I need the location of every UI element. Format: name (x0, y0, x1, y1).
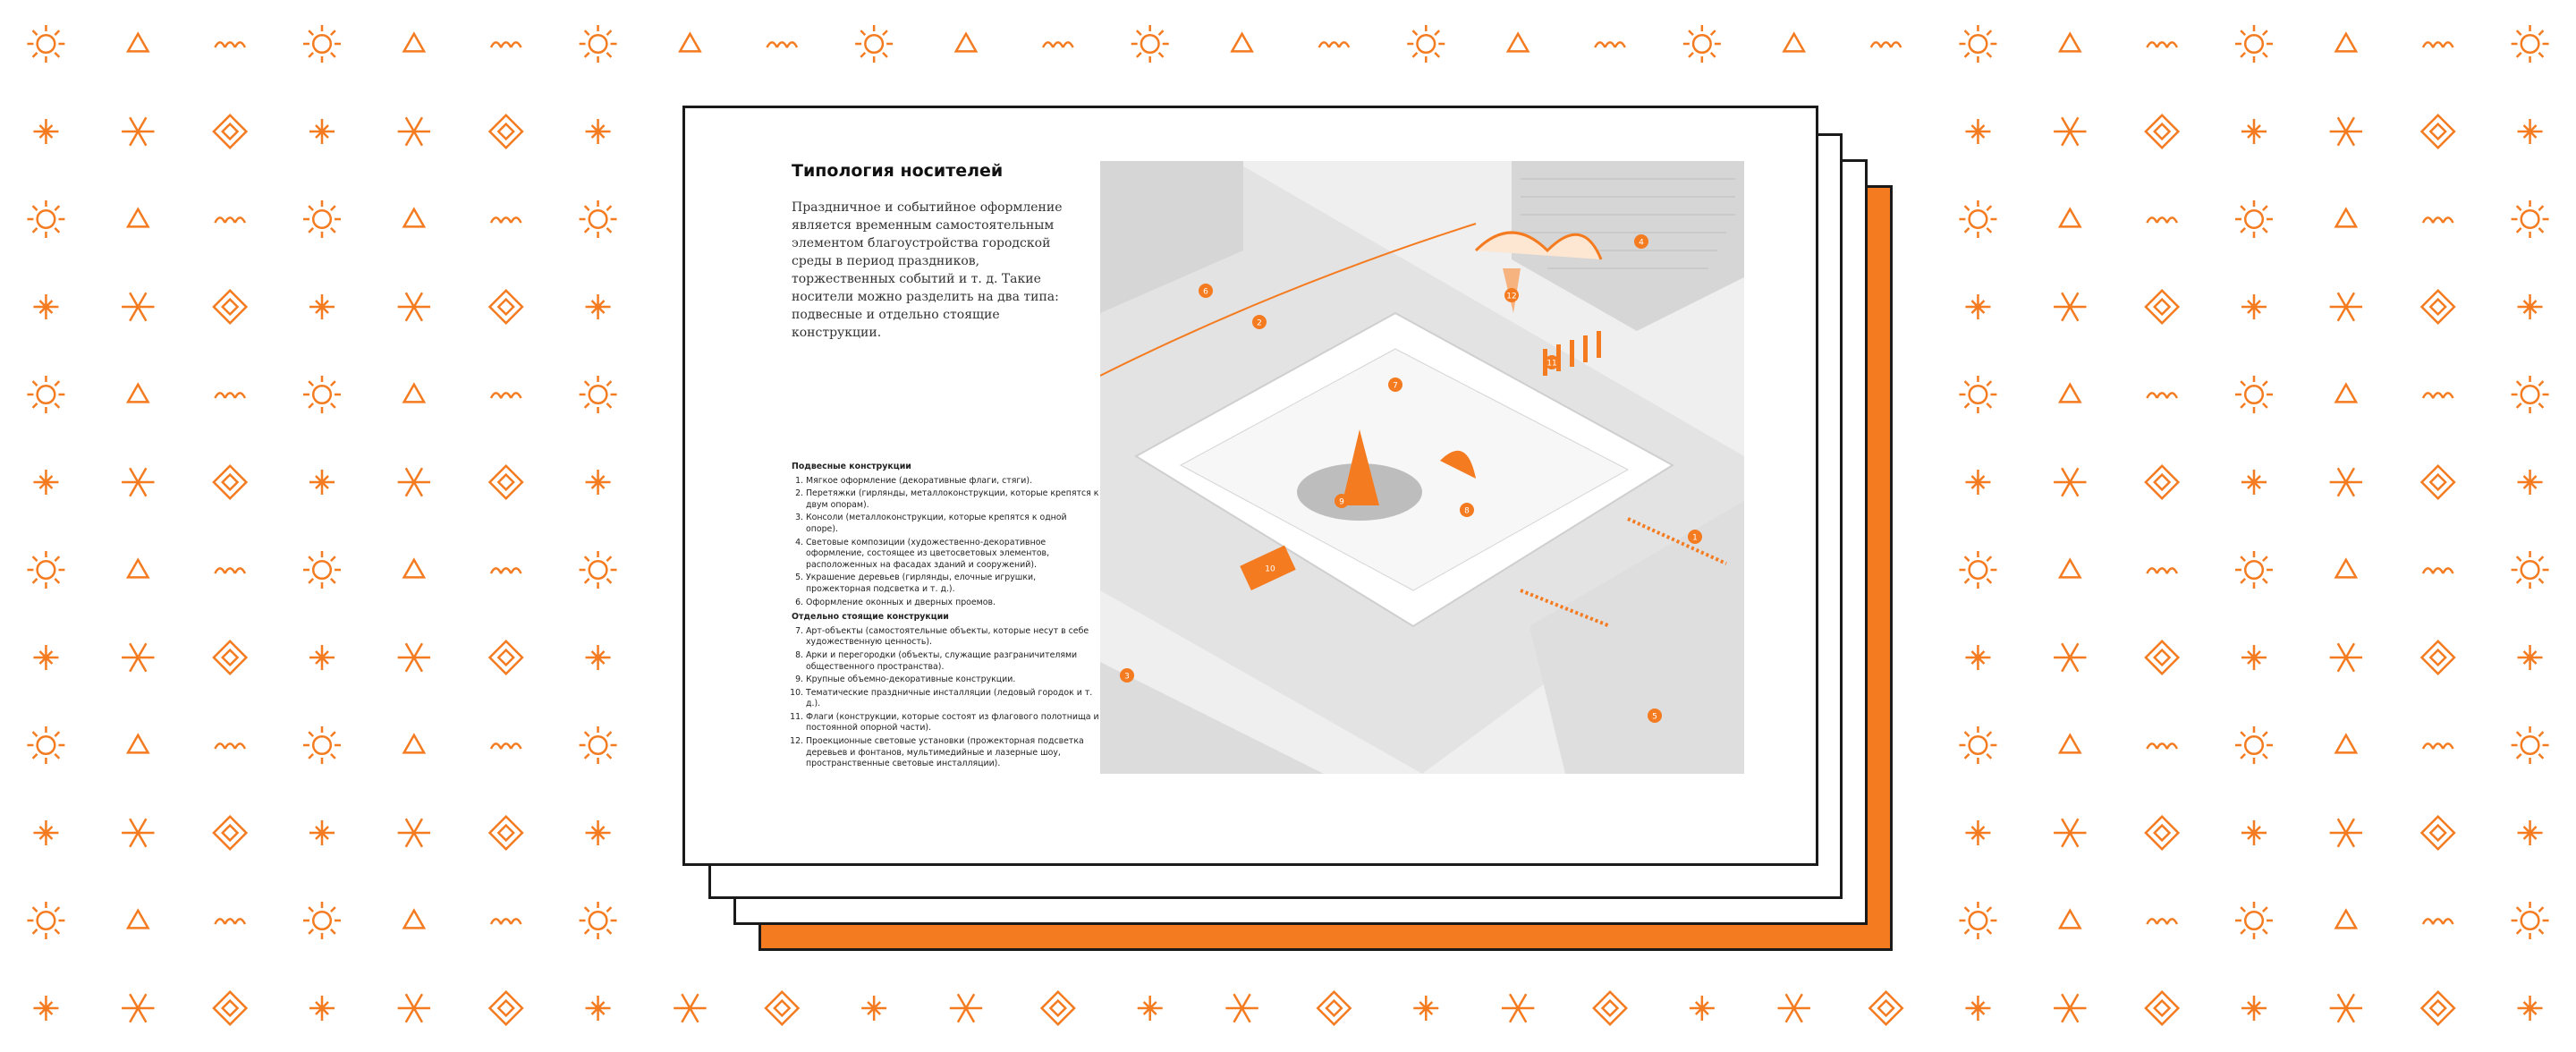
arches-icon (215, 217, 245, 223)
snowflake-ornament-icon (2330, 468, 2362, 496)
diamond-ornament-icon (2422, 115, 2454, 148)
legend-list-freestanding (792, 626, 1100, 770)
sun-ornament-icon (580, 200, 617, 238)
cross-icon (309, 119, 335, 144)
snowflake-ornament-icon (2330, 117, 2362, 146)
svg-text:2: 2 (1257, 318, 1262, 328)
svg-text:9: 9 (1339, 497, 1344, 507)
snowflake-ornament-icon (398, 117, 430, 146)
arches-icon (215, 568, 245, 573)
snowflake-ornament-icon (2054, 468, 2086, 496)
marker-4 (1634, 234, 1648, 249)
marker-7 (1388, 378, 1402, 392)
svg-text:6: 6 (1203, 287, 1208, 297)
diamond-ornament-icon (2422, 466, 2454, 498)
diamond-ornament-icon (2422, 641, 2454, 674)
svg-text:5: 5 (1652, 712, 1657, 722)
diamond-ornament-icon (2146, 992, 2178, 1024)
arches-icon (2147, 743, 2177, 749)
cross-icon (309, 820, 335, 845)
sun-ornament-icon (2512, 25, 2549, 63)
arches-icon (491, 919, 521, 924)
sun-ornament-icon (2512, 200, 2549, 238)
diamond-ornament-icon (214, 641, 246, 674)
triangle-icon (404, 385, 424, 403)
sun-ornament-icon (1131, 25, 1169, 63)
arches-icon (491, 743, 521, 749)
triangle-icon (128, 735, 148, 753)
sun-ornament-icon (2235, 376, 2273, 413)
diamond-ornament-icon (766, 992, 798, 1024)
cross-icon (2518, 820, 2543, 845)
cross-icon (1965, 119, 1990, 144)
cross-icon (309, 996, 335, 1021)
sun-ornament-icon (2512, 726, 2549, 764)
sun-ornament-icon (27, 551, 64, 589)
cross-icon (586, 645, 611, 670)
snowflake-ornament-icon (2054, 994, 2086, 1022)
cross-icon (2518, 470, 2543, 495)
cross-icon (2518, 119, 2543, 144)
cross-icon (309, 294, 335, 319)
cross-icon (33, 470, 58, 495)
cross-icon (861, 996, 886, 1021)
arches-icon (1319, 42, 1350, 47)
snowflake-ornament-icon (2054, 117, 2086, 146)
arches-icon (767, 42, 797, 47)
arches-icon (2147, 42, 2177, 47)
arches-icon (215, 919, 245, 924)
svg-text:3: 3 (1124, 672, 1130, 682)
arches-icon (215, 42, 245, 47)
cross-icon (309, 470, 335, 495)
sun-ornament-icon (303, 25, 341, 63)
marker-10 (1263, 561, 1277, 575)
cross-icon (586, 119, 611, 144)
cross-icon (33, 820, 58, 845)
snowflake-ornament-icon (2054, 819, 2086, 847)
triangle-icon (404, 735, 424, 753)
sun-ornament-icon (580, 551, 617, 589)
triangle-icon (2336, 560, 2356, 578)
triangle-icon (2060, 911, 2080, 929)
cross-icon (586, 470, 611, 495)
cross-icon (2241, 820, 2267, 845)
snowflake-ornament-icon (398, 468, 430, 496)
diamond-ornament-icon (214, 466, 246, 498)
legend-item: 12. Проекционные световые установки (прожекторная подсветка деревьев и фонтанов, мультимедийные и лазерные шоу, пространственные световые инсталляции). (806, 736, 1100, 770)
cross-icon (1965, 645, 1990, 670)
sun-ornament-icon (855, 25, 893, 63)
marker-1 (1688, 530, 1702, 544)
arches-icon (2147, 919, 2177, 924)
legend-item: 5. Украшение деревьев (гирлянды, елочные игрушки, прожекторная подсветка и т. д.). (806, 573, 1100, 595)
sun-ornament-icon (303, 726, 341, 764)
legend-item: 6. Оформление оконных и дверных проемов. (806, 598, 1100, 609)
sun-ornament-icon (2512, 376, 2549, 413)
legend-item: 7. Арт-объекты (самостоятельные объекты, которые несут в себе художественную ценность). (806, 626, 1100, 649)
cross-icon (2241, 119, 2267, 144)
snowflake-ornament-icon (122, 468, 154, 496)
cross-icon (586, 996, 611, 1021)
diamond-ornament-icon (490, 817, 522, 849)
triangle-icon (1508, 34, 1528, 52)
marker-3 (1120, 668, 1134, 683)
arches-icon (215, 743, 245, 749)
sun-ornament-icon (580, 902, 617, 939)
legend-group-title-freestanding: Отдельно стоящие конструкции (792, 612, 949, 623)
sun-ornament-icon (580, 376, 617, 413)
snowflake-ornament-icon (1778, 994, 1810, 1022)
triangle-icon (2336, 34, 2356, 52)
snowflake-ornament-icon (2054, 293, 2086, 321)
cross-icon (1965, 470, 1990, 495)
legend-item: 3. Консоли (металлоконструкции, которые крепятся к одной опоре). (806, 513, 1100, 535)
legend-item: 11. Флаги (конструкции, которые состоят из флагового полотнища и постоянной опорной части). (806, 712, 1100, 734)
triangle-icon (1232, 34, 1251, 52)
triangle-icon (2060, 560, 2080, 578)
svg-text:4: 4 (1639, 238, 1644, 248)
cross-icon (33, 645, 58, 670)
cross-icon (2241, 294, 2267, 319)
triangle-icon (1784, 34, 1804, 52)
snowflake-ornament-icon (2330, 819, 2362, 847)
sun-ornament-icon (27, 25, 64, 63)
sun-ornament-icon (580, 25, 617, 63)
sun-ornament-icon (27, 200, 64, 238)
sun-ornament-icon (303, 551, 341, 589)
cross-icon (1965, 294, 1990, 319)
sun-ornament-icon (27, 902, 64, 939)
snowflake-ornament-icon (122, 819, 154, 847)
cross-icon (2518, 645, 2543, 670)
diamond-ornament-icon (1869, 992, 1902, 1024)
arches-icon (2423, 919, 2453, 924)
arches-icon (2423, 393, 2453, 398)
snowflake-ornament-icon (2330, 994, 2362, 1022)
triangle-icon (404, 209, 424, 227)
arches-icon (2147, 217, 2177, 223)
sun-ornament-icon (2235, 25, 2273, 63)
arches-icon (1871, 42, 1902, 47)
cross-icon (2241, 645, 2267, 670)
snowflake-ornament-icon (398, 819, 430, 847)
legend-item: 8. Арки и перегородки (объекты, служащие разграничителями общественного пространства). (806, 650, 1100, 673)
triangle-icon (128, 209, 148, 227)
snowflake-ornament-icon (950, 994, 982, 1022)
marker-11 (1545, 355, 1559, 369)
legend (792, 458, 1100, 772)
triangle-icon (956, 34, 976, 52)
triangle-icon (2336, 209, 2356, 227)
arches-icon (2423, 42, 2453, 47)
diamond-ornament-icon (214, 291, 246, 323)
isometric-city-illustration (1100, 161, 1744, 774)
cross-icon (1413, 996, 1438, 1021)
sun-ornament-icon (2512, 551, 2549, 589)
snowflake-ornament-icon (2330, 643, 2362, 672)
arches-icon (491, 568, 521, 573)
snowflake-ornament-icon (398, 643, 430, 672)
cross-icon (586, 820, 611, 845)
marker-2 (1252, 315, 1267, 329)
snowflake-ornament-icon (674, 994, 706, 1022)
sun-ornament-icon (2235, 726, 2273, 764)
diamond-ornament-icon (2422, 992, 2454, 1024)
diamond-ornament-icon (490, 466, 522, 498)
diamond-ornament-icon (2146, 641, 2178, 674)
arches-icon (2147, 568, 2177, 573)
marker-9 (1335, 494, 1349, 508)
snowflake-ornament-icon (122, 293, 154, 321)
triangle-icon (2336, 911, 2356, 929)
triangle-icon (128, 385, 148, 403)
snowflake-ornament-icon (398, 293, 430, 321)
diamond-ornament-icon (214, 817, 246, 849)
snowflake-ornament-icon (122, 117, 154, 146)
marker-5 (1648, 708, 1662, 723)
triangle-icon (2060, 34, 2080, 52)
sun-ornament-icon (2235, 200, 2273, 238)
snowflake-ornament-icon (2054, 643, 2086, 672)
page-title: Типология носителей (792, 161, 1004, 181)
sun-ornament-icon (2512, 902, 2549, 939)
sun-ornament-icon (1683, 25, 1721, 63)
arches-icon (491, 42, 521, 47)
marker-6 (1199, 284, 1213, 298)
sun-ornament-icon (303, 200, 341, 238)
legend-item: 10. Тематические праздничные инсталляции (ледовый городок и т. д.). (806, 688, 1100, 710)
cross-icon (2241, 470, 2267, 495)
triangle-icon (2336, 385, 2356, 403)
diamond-ornament-icon (2146, 466, 2178, 498)
arches-icon (1595, 42, 1625, 47)
sun-ornament-icon (1959, 376, 1996, 413)
svg-text:8: 8 (1464, 506, 1470, 516)
sun-ornament-icon (1959, 726, 1996, 764)
snowflake-ornament-icon (122, 643, 154, 672)
diamond-ornament-icon (490, 115, 522, 148)
svg-text:1: 1 (1692, 533, 1698, 543)
cross-icon (33, 294, 58, 319)
sun-ornament-icon (1959, 551, 1996, 589)
cross-icon (2241, 996, 2267, 1021)
arches-icon (2147, 393, 2177, 398)
arches-icon (215, 393, 245, 398)
sun-ornament-icon (1959, 200, 1996, 238)
arches-icon (1043, 42, 1073, 47)
diamond-ornament-icon (2146, 291, 2178, 323)
triangle-icon (2336, 735, 2356, 753)
sun-ornament-icon (1407, 25, 1445, 63)
triangle-icon (680, 34, 699, 52)
triangle-icon (2060, 385, 2080, 403)
snowflake-ornament-icon (1225, 994, 1258, 1022)
diamond-ornament-icon (2146, 817, 2178, 849)
cross-icon (2518, 996, 2543, 1021)
cross-icon (2518, 294, 2543, 319)
cross-icon (1138, 996, 1163, 1021)
triangle-icon (404, 911, 424, 929)
snowflake-ornament-icon (1502, 994, 1534, 1022)
marker-12 (1504, 288, 1519, 302)
sun-ornament-icon (1959, 902, 1996, 939)
arches-icon (491, 217, 521, 223)
legend-item: 4. Световые композиции (художественно-декоративное оформление, состоящее из цветосветовых элементов, расположенных на фасадах зданий и сооружений). (806, 538, 1100, 572)
svg-text:11: 11 (1546, 359, 1557, 369)
arches-icon (491, 393, 521, 398)
sun-ornament-icon (303, 902, 341, 939)
cross-icon (33, 119, 58, 144)
diamond-ornament-icon (1042, 992, 1074, 1024)
sun-ornament-icon (303, 376, 341, 413)
triangle-icon (128, 911, 148, 929)
marker-8 (1460, 503, 1474, 517)
sun-ornament-icon (27, 376, 64, 413)
cross-icon (33, 996, 58, 1021)
snowflake-ornament-icon (2330, 293, 2362, 321)
diamond-ornament-icon (214, 115, 246, 148)
diamond-ornament-icon (1318, 992, 1350, 1024)
legend-list-hanging (792, 476, 1100, 609)
snowflake-ornament-icon (122, 994, 154, 1022)
snowflake-ornament-icon (398, 994, 430, 1022)
diamond-ornament-icon (490, 992, 522, 1024)
legend-group-title-hanging: Подвесные конструкции (792, 462, 911, 471)
legend-item: 9. Крупные объемно-декоративные конструкции. (806, 674, 1100, 686)
svg-text:12: 12 (1506, 292, 1517, 301)
arches-icon (2423, 217, 2453, 223)
sun-ornament-icon (580, 726, 617, 764)
cross-icon (586, 294, 611, 319)
diamond-ornament-icon (1594, 992, 1626, 1024)
diamond-ornament-icon (2422, 817, 2454, 849)
triangle-icon (128, 560, 148, 578)
sun-ornament-icon (2235, 902, 2273, 939)
legend-item: 1. Мягкое оформление (декоративные флаги, стяги). (806, 476, 1100, 488)
triangle-icon (2060, 735, 2080, 753)
triangle-icon (2060, 209, 2080, 227)
diamond-ornament-icon (214, 992, 246, 1024)
sun-ornament-icon (27, 726, 64, 764)
arches-icon (2423, 568, 2453, 573)
sun-ornament-icon (1959, 25, 1996, 63)
triangle-icon (404, 560, 424, 578)
diamond-ornament-icon (2422, 291, 2454, 323)
intro-paragraph: Праздничное и событийное оформление является временным самостоятельным элементом благоустройства городской среды в период праздников, торжественных событий и т. д. Такие носители можно разделить на два типа: подвесные и отдельно стоящие конструкции. (792, 200, 1063, 340)
cross-icon (1690, 996, 1715, 1021)
cross-icon (1965, 996, 1990, 1021)
svg-text:7: 7 (1393, 381, 1398, 391)
cross-icon (309, 645, 335, 670)
diamond-ornament-icon (490, 641, 522, 674)
arches-icon (2423, 743, 2453, 749)
diamond-ornament-icon (490, 291, 522, 323)
svg-text:10: 10 (1265, 564, 1275, 574)
legend-item: 2. Перетяжки (гирлянды, металлоконструкции, которые крепятся к двум опорам). (806, 488, 1100, 511)
diamond-ornament-icon (2146, 115, 2178, 148)
cross-icon (1965, 820, 1990, 845)
triangle-icon (128, 34, 148, 52)
sun-ornament-icon (2235, 551, 2273, 589)
triangle-icon (404, 34, 424, 52)
